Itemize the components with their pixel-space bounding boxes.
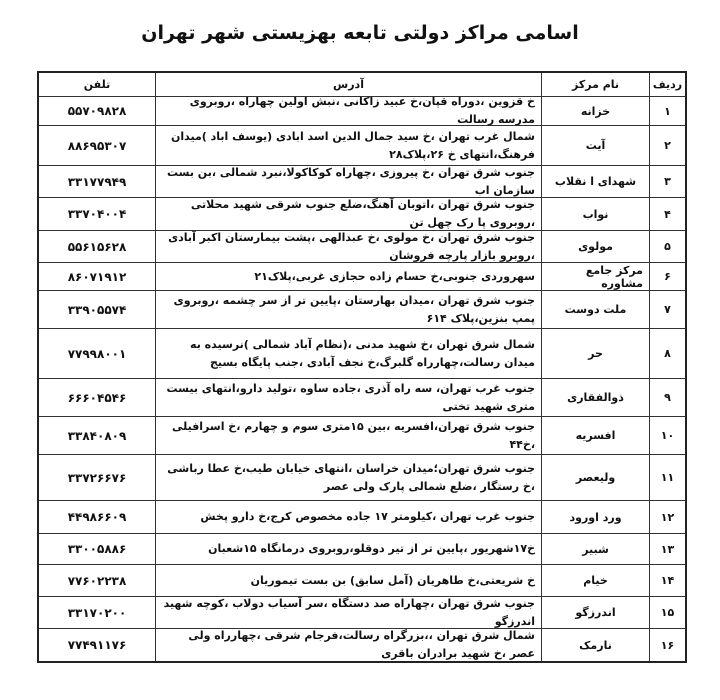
center-address: خ شریعتی،خ طاهریان (آمل سابق) بن بست تیموریان	[155, 565, 541, 596]
center-name: خزانه	[541, 97, 649, 125]
table-row	[39, 596, 685, 628]
table-row	[39, 378, 685, 416]
center-phone: ۴۴۹۸۶۶۰۹	[67, 510, 127, 524]
center-address: شمال شرق تهران ،خ شهید مدنی ،(نظام آباد شمالی )نرسیده به میدان رسالت،چهارراه گلبرگ،خ نجف آبادی ،جنب پایگاه بسیج	[155, 329, 541, 378]
center-address: جنوب شرق تهران ،چهاراه صد دستگاه ،سر آسیاب دولاب ،کوچه شهید اندرزگو	[155, 597, 541, 628]
table-header	[39, 73, 685, 96]
center-address: جنوب شرق تهران ،میدان بهارستان ،پایین تر از سر چشمه ،روبروی پمپ بنزین،پلاک ۶۱۴	[155, 291, 541, 328]
center-name: نواب	[541, 198, 649, 230]
row-number: ۳	[649, 166, 685, 197]
center-name: ورد اورود	[541, 501, 649, 533]
center-phone: ۳۳۷۰۴۰۰۴	[67, 207, 127, 221]
center-name: ذوالفقاری	[541, 379, 649, 416]
center-name: ولیعصر	[541, 455, 649, 500]
table-row	[39, 454, 685, 500]
table-row	[39, 416, 685, 454]
table-row	[39, 564, 685, 596]
row-number: ۹	[649, 379, 685, 416]
center-address: سهروردی جنوبی،خ حسام زاده حجازی غربی،پلاک۲۱	[155, 263, 541, 290]
table-row	[39, 533, 685, 564]
center-name: اندرزگو	[541, 597, 649, 628]
table-row	[39, 262, 685, 290]
table-row	[39, 125, 685, 165]
center-phone: ۸۶۰۷۱۹۱۲	[67, 269, 127, 284]
center-phone: ۷۷۶۰۲۲۳۸	[67, 573, 127, 588]
center-phone: ۸۸۶۹۵۳۰۷	[67, 138, 127, 153]
row-number: ۱۱	[649, 455, 685, 500]
center-name: نارمک	[541, 629, 649, 661]
center-name: شبیر	[541, 534, 649, 564]
row-number: ۸	[649, 329, 685, 378]
center-phone: ۷۷۴۹۱۱۷۶	[67, 638, 127, 652]
header-phone: تلفن	[83, 78, 111, 91]
center-address: جنوب شرق تهران ،خ پیروزی ،چهاراه کوکاکولا،نبرد شمالی ،بن بست سازمان اب	[155, 166, 541, 197]
center-phone: ۳۳۸۴۰۸۰۹	[67, 428, 127, 443]
header-name: نام مرکز	[541, 73, 649, 96]
center-phone: ۳۳۱۷۰۲۰۰	[67, 605, 127, 620]
header-address: آدرس	[155, 73, 541, 96]
row-number: ۲	[649, 126, 685, 165]
center-phone: ۵۵۷۰۹۸۲۸	[67, 104, 127, 118]
center-address: خ قزوین ،دوراه قپان،خ عبید زاکانی ،نبش اولین چهاراه ،روبروی مدرسه رسالت	[155, 97, 541, 125]
center-name: مرکز جامع مشاوره	[541, 263, 649, 290]
center-phone: ۳۳۱۷۷۹۴۹	[67, 174, 127, 189]
center-name: حر	[541, 329, 649, 378]
center-name: ملت دوست	[541, 291, 649, 328]
center-name: خیام	[541, 565, 649, 596]
centers-table	[37, 71, 687, 663]
center-address: جنوب شرق تهران ،اتوبان آهنگ،ضلع جنوب شرقی شهید محلاتی ،روبروی پا رک چهل تن	[155, 198, 541, 230]
row-number: ۵	[649, 231, 685, 262]
row-number: ۷	[649, 291, 685, 328]
center-name: شهدای ا نقلاب	[541, 166, 649, 197]
table-row	[39, 290, 685, 328]
table-row	[39, 165, 685, 197]
row-number: ۱۲	[649, 501, 685, 533]
row-number: ۱۶	[649, 629, 685, 661]
table-row	[39, 197, 685, 230]
center-name: مولوی	[541, 231, 649, 262]
row-number: ۶	[649, 263, 685, 290]
page-title: اسامی مراکز دولتی تابعه بهزیستی شهر تهران	[141, 22, 579, 44]
center-address: جنوب شرق تهران،افسریه ،بین ۱۵متری سوم و چهارم ،خ اسرافیلی ،خ۴۴	[155, 417, 541, 454]
center-address: جنوب شرق تهران؛میدان خراسان ،انتهای خیابان طیب،خ عطا رباشی ،خ رستگار ،ضلع شمالی پارک ولی عصر	[155, 455, 541, 500]
center-address: جنوب غرب تهران ،کیلومتر ۱۷ جاده مخصوص کرج،خ دارو پخش	[155, 501, 541, 533]
center-phone: ۵۵۶۱۵۶۲۸	[67, 239, 127, 254]
center-address: خ۱۷شهریور ،پایین تر از تیر دوقلو،روبروی درمانگاه ۱۵شعبان	[155, 534, 541, 564]
center-address: شمال شرق تهران ،،بزرگراه رسالت،فرجام شرقی ،چهارراه ولی عصر ،خ شهید برادران باقری	[155, 629, 541, 661]
row-number: ۴	[649, 198, 685, 230]
table-row	[39, 500, 685, 533]
center-address: شمال غرب تهران ،خ سید جمال الدین اسد ابادی (یوسف اباد )میدان فرهنگ،انتهای خ ۲۶،پلاک۲۸	[155, 126, 541, 165]
table-row	[39, 328, 685, 378]
center-phone: ۶۶۶۰۴۵۴۶	[67, 390, 127, 405]
row-number: ۱۳	[649, 534, 685, 564]
center-address: جنوب غرب تهران، سه راه آذری ،جاده ساوه ،تولید دارو،انتهای بیست متری شهید تختی	[155, 379, 541, 416]
row-number: ۱۴	[649, 565, 685, 596]
table-row	[39, 628, 685, 661]
header-num: ردیف	[649, 73, 685, 96]
row-number: ۱	[649, 97, 685, 125]
center-phone: ۳۳۹۰۵۵۷۴	[67, 302, 127, 317]
row-number: ۱۰	[649, 417, 685, 454]
center-address: جنوب شرق تهران ،خ مولوی ،خ عبدالهی ،پشت بیمارستان اکبر آبادی ،روبرو بازار پارچه فروشان	[155, 231, 541, 262]
center-phone: ۳۳۰۰۵۸۸۶	[67, 542, 127, 556]
table-row	[39, 230, 685, 262]
center-phone: ۳۳۷۲۶۶۷۶	[67, 470, 127, 485]
table-row	[39, 96, 685, 125]
center-name: آیت	[541, 126, 649, 165]
row-number: ۱۵	[649, 597, 685, 628]
center-name: افسریه	[541, 417, 649, 454]
center-phone: ۷۷۹۹۸۰۰۱	[67, 346, 127, 361]
